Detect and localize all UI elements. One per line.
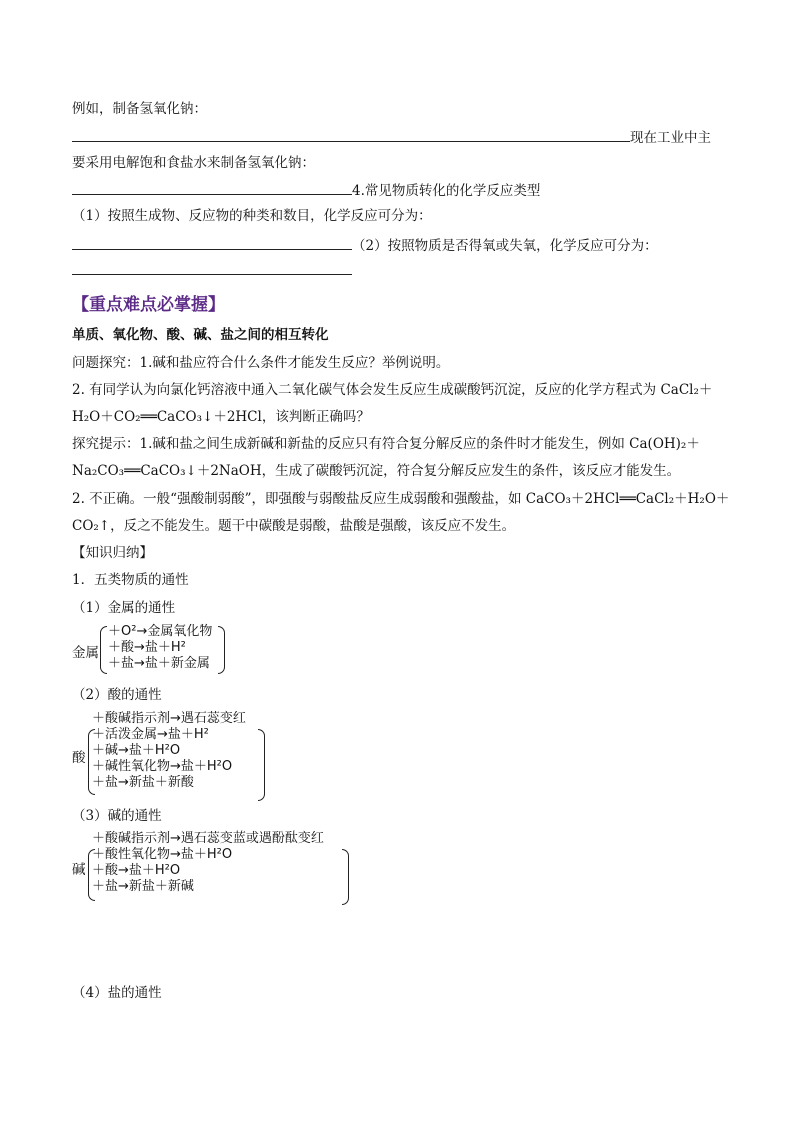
line-tail: 现在工业中主	[630, 130, 711, 146]
fill-line-1	[72, 127, 711, 147]
line-tail: 4.常见物质转化的化学反应类型	[352, 183, 541, 199]
metal-title: （1）金属的通性	[72, 600, 176, 616]
fill-line-3	[72, 235, 658, 255]
acid-label: 酸	[72, 750, 86, 766]
answer-blank[interactable]	[72, 127, 630, 142]
answer-blank[interactable]	[72, 180, 352, 195]
metal-item: ＋O²→金属氧化物	[108, 624, 213, 639]
right-brace	[258, 729, 265, 801]
salt-title: （4）盐的通性	[72, 985, 162, 1001]
acid-properties	[72, 711, 272, 801]
metal-label: 金属	[72, 645, 99, 661]
knowledge-heading: 【知识归纳】	[72, 545, 153, 561]
base-item: ＋酸碱指示剂→遇石蕊变蓝或遇酚酞变红	[92, 831, 324, 846]
classification-line-1: （1）按照生成物、反应物的种类和数目，化学反应可分为：	[72, 208, 432, 224]
metal-item: ＋酸→盐＋H²	[108, 640, 186, 655]
fill-line-4	[72, 260, 352, 280]
five-substances-title: 1．五类物质的通性	[72, 572, 189, 588]
answer-2-line-1: 2. 不正确。一般“强酸制弱酸”，即强酸与弱酸盐反应生成弱酸和强酸盐，如 CaCO₃＋2HCl══CaCl₂＋H₂O＋	[72, 491, 730, 507]
answer-blank[interactable]	[72, 260, 352, 275]
base-properties	[72, 831, 352, 903]
answer-blank[interactable]	[72, 235, 352, 250]
question-2-line-1: 2. 有同学认为向氯化钙溶液中通入二氧化碳气体会发生反应生成碳酸钙沉淀，反应的化学方程式为 CaCl₂＋	[72, 382, 713, 398]
fill-line-2	[72, 180, 540, 200]
question-1: 问题探究：1.碱和盐应符合什么条件才能发生反应？举例说明。	[72, 355, 450, 371]
acid-item: ＋活泼金属→盐＋H²	[92, 727, 209, 742]
acid-item: ＋盐→新盐＋新酸	[92, 775, 194, 790]
left-brace	[100, 626, 107, 674]
right-brace	[218, 626, 225, 674]
metal-properties	[72, 624, 232, 676]
base-item: ＋盐→新盐＋新碱	[92, 879, 194, 894]
answer-1-line-2: Na₂CO₃══CaCO₃↓＋2NaOH，生成了碳酸钙沉淀，符合复分解反应发生的条件，该反应才能发生。	[72, 463, 681, 479]
base-item: ＋酸性氧化物→盐＋H²O	[92, 847, 233, 862]
base-label: 碱	[72, 862, 86, 878]
industry-line: 要采用电解饱和食盐水来制备氢氧化钠：	[72, 155, 315, 171]
section-heading: 【重点难点必掌握】	[72, 295, 225, 315]
right-brace	[342, 849, 349, 905]
example-line: 例如，制备氢氧化钠：	[72, 101, 207, 117]
answer-1-line-1: 探究提示：1.碱和盐之间生成新碱和新盐的反应只有符合复分解反应的条件时才能发生，例如 Ca(OH)₂＋	[72, 436, 700, 452]
acid-item: ＋碱性氧化物→盐＋H²O	[92, 759, 233, 774]
base-title: （3）碱的通性	[72, 808, 162, 824]
metal-item: ＋盐→盐＋新金属	[108, 656, 210, 671]
acid-item: ＋酸碱指示剂→遇石蕊变红	[92, 711, 246, 726]
acid-item: ＋碱→盐＋H²O	[92, 743, 181, 758]
answer-2-line-2: CO₂↑，反之不能发生。题干中碳酸是弱酸，盐酸是强酸，该反应不发生。	[72, 518, 516, 534]
line-tail: （2）按照物质是否得氧或失氧，化学反应可分为：	[352, 238, 658, 254]
subheading: 单质、氧化物、酸、碱、盐之间的相互转化	[72, 327, 329, 343]
acid-title: （2）酸的通性	[72, 687, 162, 703]
base-item: ＋酸→盐＋H²O	[92, 863, 181, 878]
question-2-line-2: H₂O＋CO₂══CaCO₃↓＋2HCl，该判断正确吗？	[72, 409, 370, 425]
